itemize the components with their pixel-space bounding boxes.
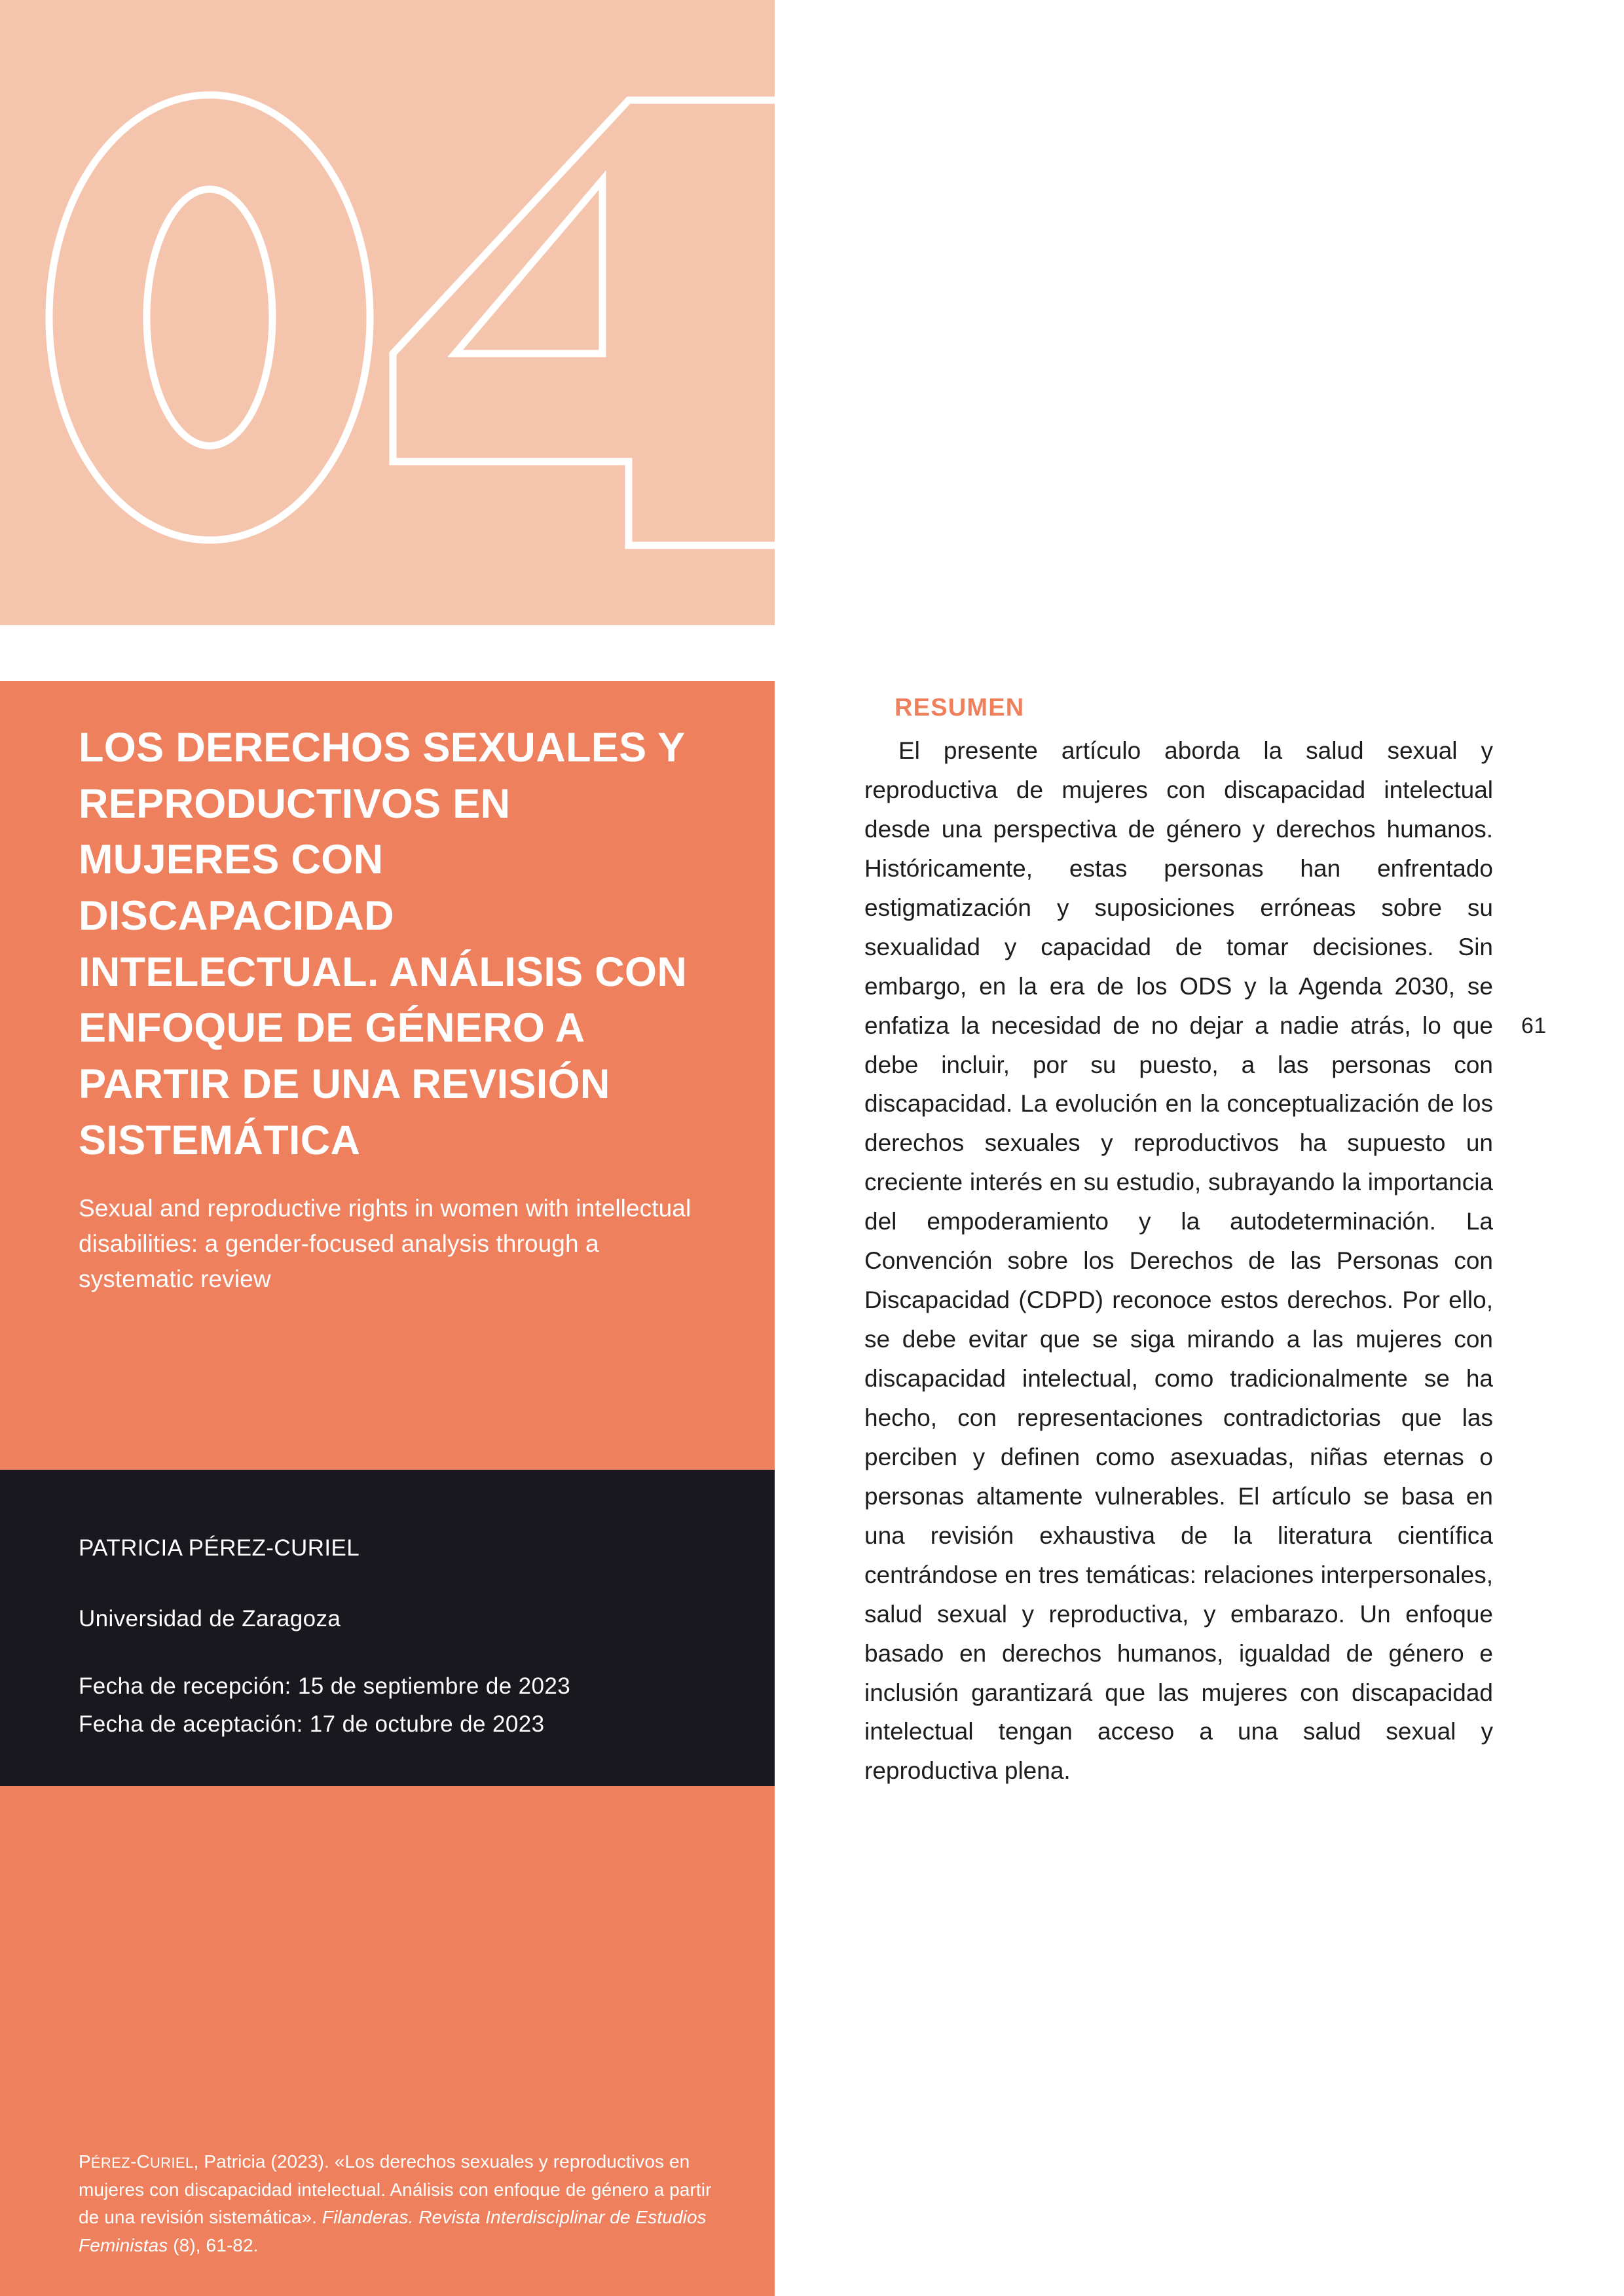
footer-block bbox=[0, 1786, 775, 2296]
left-column bbox=[0, 0, 775, 2296]
date-received: Fecha de recepción: 15 de septiembre de 2023 bbox=[79, 1673, 571, 1699]
citation-author-separator: -C bbox=[130, 2151, 150, 2172]
abstract-column bbox=[864, 694, 1493, 1791]
date-accepted: Fecha de aceptación: 17 de octubre de 2023 bbox=[79, 1711, 545, 1737]
article-subtitle: Sexual and reproductive rights in women with intellectual disabilities: a gender-focused analysis through a systematic review bbox=[79, 1195, 692, 1292]
page-title: LOS DERECHOS SEXUALES Y REPRODUCTIVOS EN MUJERES CON DISCAPACIDAD INTELECTUAL. ANÁLISIS CON ENFOQUE DE GÉNERO A PARTIR DE UNA REVISIÓN SISTEMÁTICA bbox=[79, 725, 688, 1163]
citation-journal: Filanderas. Revista Interdisciplinar de Estudios Feministas bbox=[79, 2207, 707, 2255]
author-block bbox=[0, 1470, 775, 1786]
chapter-number-block bbox=[0, 0, 775, 625]
citation-body-before: , Patricia (2023). «Los derechos sexuales y reproductivos en mujeres con discapacidad intelectual. Análisis con enfoque de género a partir de una revisión sistemática». bbox=[79, 2151, 712, 2228]
citation-author-initial: P bbox=[79, 2151, 91, 2172]
dates-group bbox=[79, 1671, 703, 1739]
citation-body-after: (8), 61-82. bbox=[168, 2234, 259, 2255]
author-name: PATRICIA PÉREZ-CURIEL bbox=[79, 1535, 360, 1561]
citation-author-surname-2: URIEL bbox=[149, 2155, 194, 2171]
page-number: 61 bbox=[1521, 1013, 1547, 1038]
citation bbox=[79, 2148, 733, 2259]
title-block bbox=[0, 681, 775, 1470]
author-affiliation: Universidad de Zaragoza bbox=[79, 1605, 341, 1631]
citation-author-surname-1: ÉREZ bbox=[90, 2155, 131, 2171]
abstract-heading: RESUMEN bbox=[895, 694, 1025, 721]
abstract-text: El presente artículo aborda la salud sexual y reproductiva de mujeres con discapacidad intelectual desde una perspectiva de género y derechos humanos. Históricamente, estas personas han enfrentado estigmatización y suposiciones erróneas sobre su sexualidad y capacidad de tomar decisiones. Sin embargo, en la era de los ODS y la Agenda 2030, se enfatiza la necesidad de no dejar a nadie atrás, lo que debe incluir, por su puesto, a las personas con discapacidad. La evolución en la conceptualización de los derechos sexuales y reproductivos ha supuesto un creciente interés en su estudio, subrayando la importancia del empoderamiento y la autodeterminación. La Convención sobre los Derechos de las Personas con Discapacidad (CDPD) reconoce estos derechos. Por ello, se debe evitar que se siga mirando a las mujeres con discapacidad intelectual, como tradicionalmente se ha hecho, con representaciones contradictorias que las perciben y definen como asexuadas, niñas eternas o personas altamente vulnerables. El artículo se basa en una revisión exhaustiva de la literatura científica centrándose en tres temáticas: relaciones interpersonales, salud sexual y reproductiva, y embarazo. Un enfoque basado en derechos humanos, igualdad de género e inclusión garantizará que las mujeres con discapacidad intelectual tengan acceso a una salud sexual y reproductiva plena. bbox=[864, 737, 1493, 1785]
chapter-number-04-outline-icon bbox=[36, 56, 775, 579]
